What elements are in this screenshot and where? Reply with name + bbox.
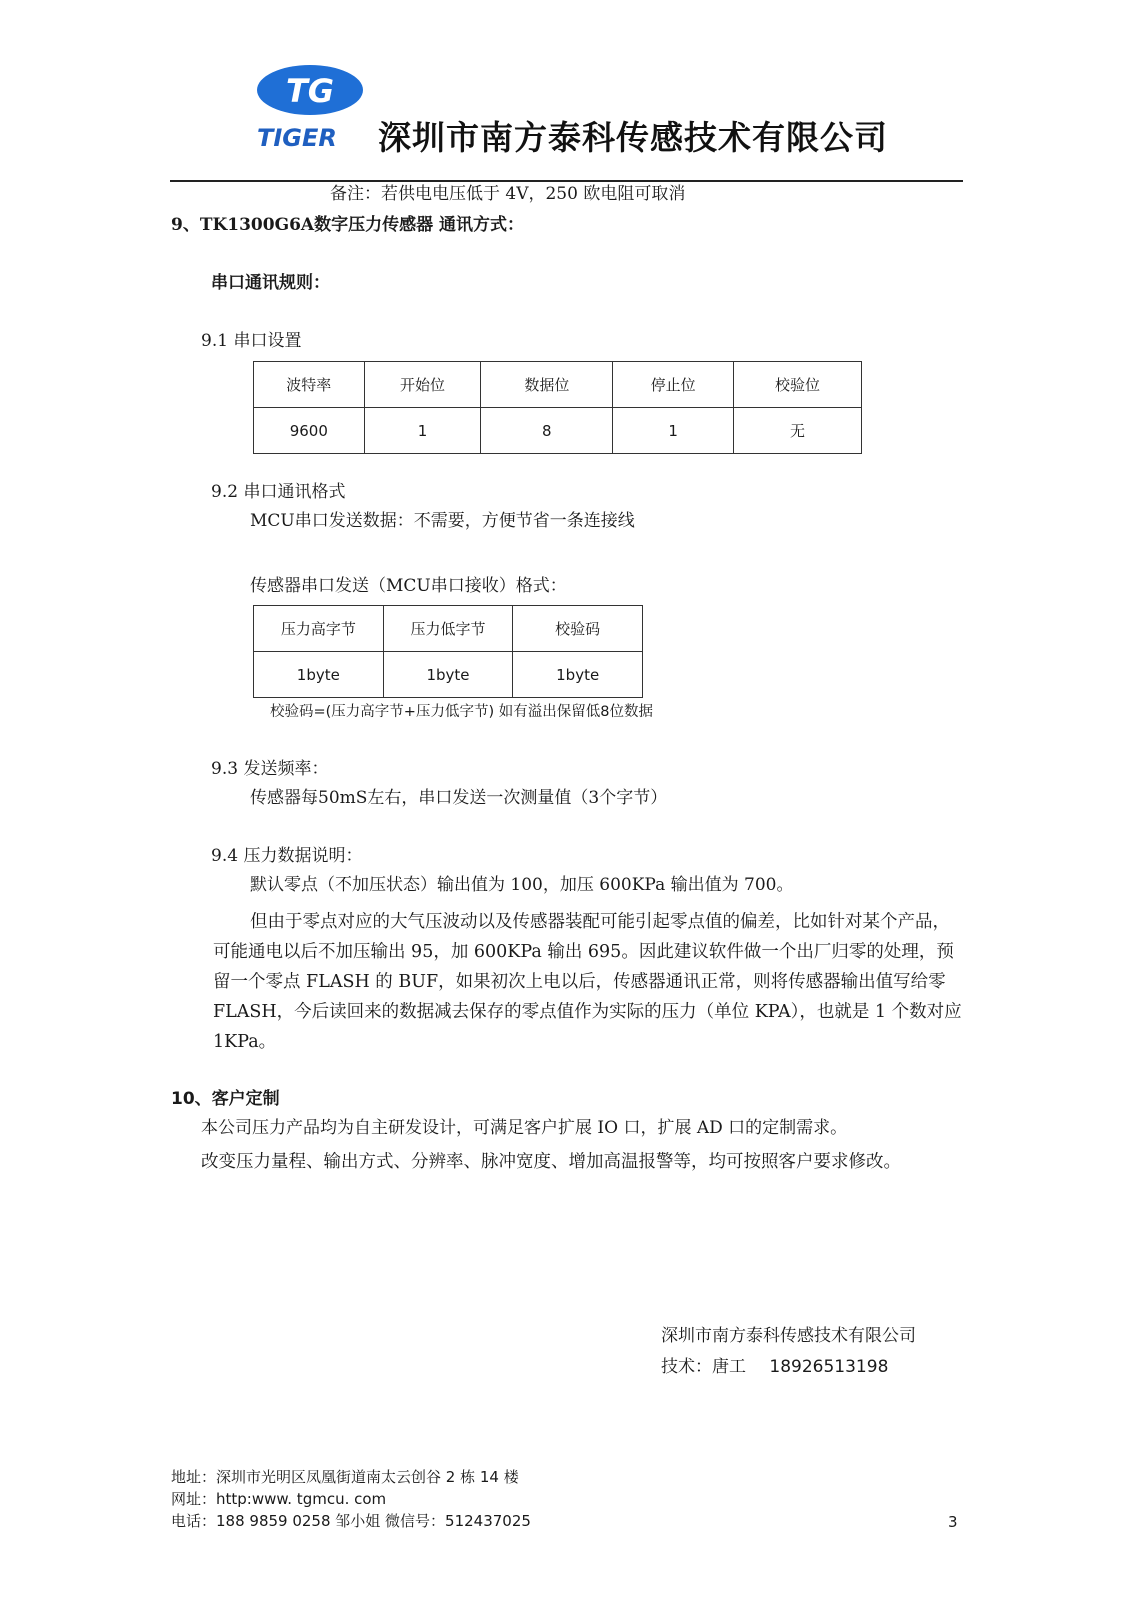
table-cell: 无: [734, 408, 862, 454]
table-cell: 1byte: [254, 652, 384, 698]
table-row: [254, 408, 862, 454]
table-header-cell: 压力高字节: [254, 606, 384, 652]
company-title: 深圳市南方泰科传感技术有限公司: [378, 118, 888, 157]
table-header-cell: 停止位: [613, 362, 734, 408]
footer-address: 地址：深圳市光明区凤凰街道南太云创谷 2 栋 14 楼: [171, 1468, 519, 1486]
s93-text: 传感器每50mS左右，串口发送一次测量值（3个字节）: [250, 788, 668, 808]
s94-line1: 默认零点（不加压状态）输出值为 100，加压 600KPa 输出值为 700。: [250, 875, 794, 895]
section9-subheading: 串口通讯规则：: [211, 273, 330, 293]
table-header-row: [254, 362, 862, 408]
pressure-data-paragraph: 但由于零点对应的大气压波动以及传感器装配可能引起零点值的偏差，比如针对某个产品，可能通电以后不加压输出 95，加 600KPa 输出 695。因此建议软件做一个出厂归零的处理，预留一个零点 FLASH 的 BUF，如果初次上电以后，传感器通讯正常，则将传感器输出值写给零 FLASH，今后读回来的数据减去保存的零点值作为实际的压力（单位 KPA），也就是 1 个数对应 1KPa。: [213, 912, 962, 1052]
table-header-cell: 校验位: [734, 362, 862, 408]
signature-company: 深圳市南方泰科传感技术有限公司: [661, 1326, 916, 1346]
table-cell: 8: [481, 408, 613, 454]
s91-title: 9.1 串口设置: [201, 331, 302, 351]
data-format-table: [253, 605, 643, 698]
signature-contact: [661, 1356, 888, 1378]
table-cell: 1: [364, 408, 481, 454]
table-cell: 1byte: [383, 652, 513, 698]
footer-website: 网址：http:www. tgmcu. com: [171, 1490, 387, 1508]
mcu-send-text: MCU串口发送数据：不需要，方便节省一条连接线: [250, 511, 635, 531]
customize-text-2: 改变压力量程、输出方式、分辨率、脉冲宽度、增加高温报警等，均可按照客户要求修改。: [201, 1152, 901, 1172]
header-divider: [170, 180, 963, 182]
table-cell: 9600: [254, 408, 365, 454]
s93-title: 9.3 发送频率：: [211, 759, 329, 779]
section9-heading: 9、TK1300G6A数字压力传感器 通讯方式：: [171, 215, 525, 235]
logo-mark: TG: [285, 72, 335, 110]
table-header-cell: 数据位: [481, 362, 613, 408]
signature-contact-label: 技术：唐工: [661, 1357, 746, 1377]
checksum-note: 校验码=(压力高字节+压力低字节) 如有溢出保留低8位数据: [270, 704, 653, 720]
power-note: 备注：若供电电压低于 4V，250 欧电阻可取消: [330, 184, 686, 204]
sensor-send-text: 传感器串口发送（MCU串口接收）格式：: [250, 576, 567, 596]
footer-phone: 电话：188 9859 0258 邹小姐 微信号：512437025: [171, 1512, 531, 1530]
tiger-logo: [255, 62, 375, 152]
table-cell: 1byte: [513, 652, 643, 698]
table-header-cell: 压力低字节: [383, 606, 513, 652]
table-header-cell: 校验码: [513, 606, 643, 652]
section10-heading: 10、客户定制: [171, 1089, 280, 1109]
table-row: [254, 652, 643, 698]
signature-phone: 18926513198: [769, 1357, 889, 1377]
s92-title: 9.2 串口通讯格式: [211, 482, 346, 502]
customize-text-1: 本公司压力产品均为自主研发设计，可满足客户扩展 IO 口，扩展 AD 口的定制需求。: [201, 1118, 848, 1138]
page-number: 3: [948, 1513, 958, 1531]
table-header-cell: 波特率: [254, 362, 365, 408]
s94-title: 9.4 压力数据说明：: [211, 846, 363, 866]
table-cell: 1: [613, 408, 734, 454]
table-header-row: [254, 606, 643, 652]
serial-settings-table: [253, 361, 862, 454]
table-header-cell: 开始位: [364, 362, 481, 408]
logo-word: TIGER: [257, 124, 337, 152]
